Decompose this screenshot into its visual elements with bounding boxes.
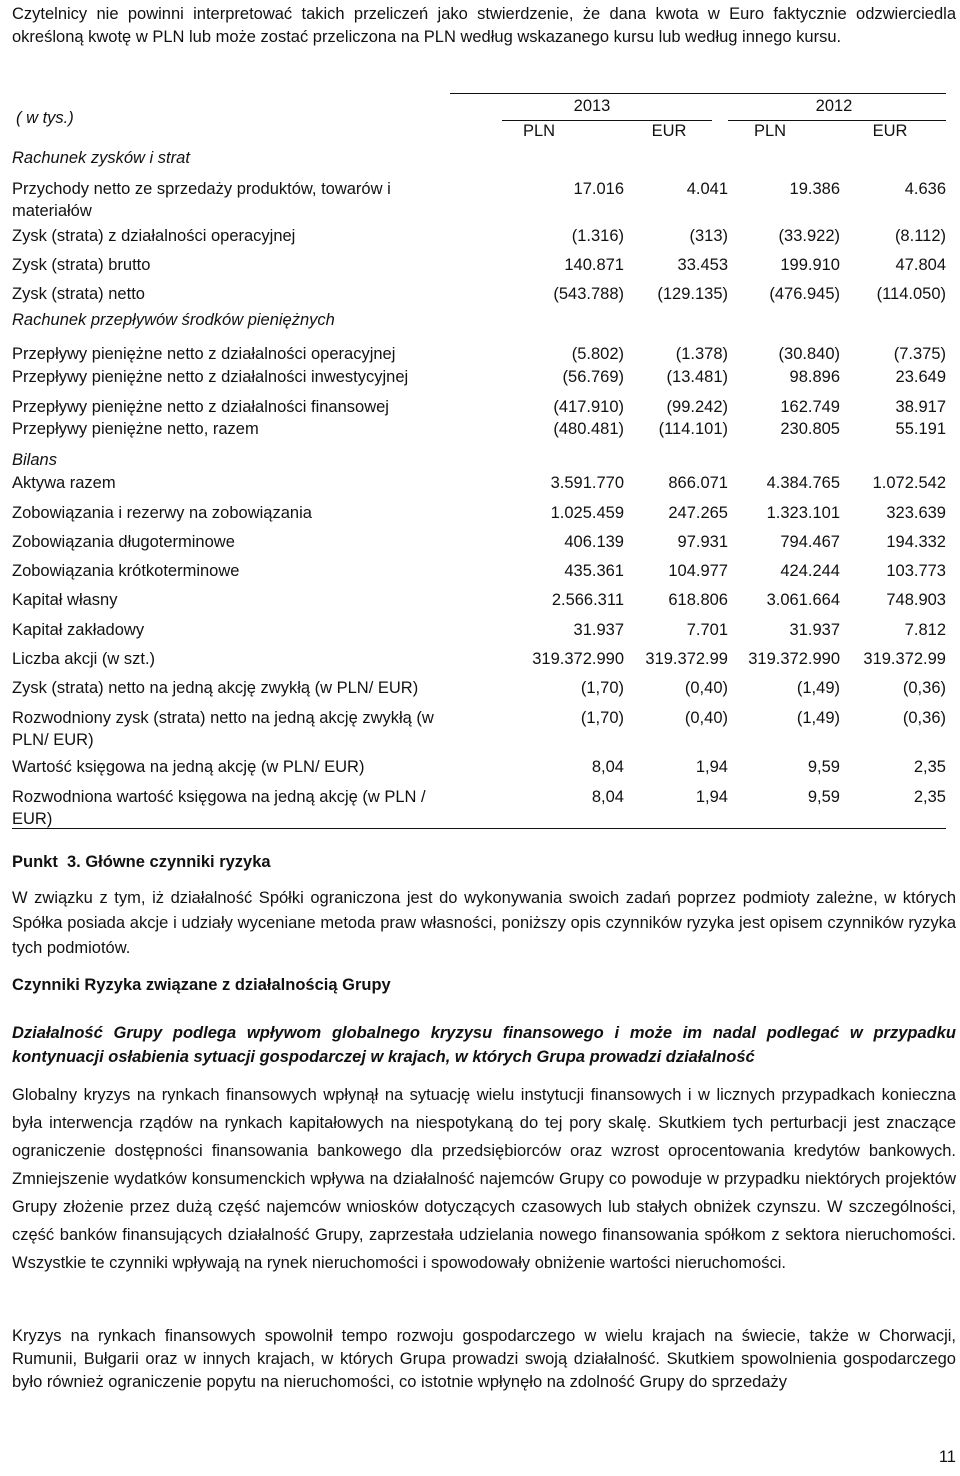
cell-value: (99.242)	[666, 398, 728, 416]
table-row	[12, 589, 946, 613]
row-label: Przepływy pieniężne netto z działalności inwestycyjnej	[12, 368, 409, 386]
table-row	[12, 283, 946, 307]
row-label: Wartość księgowa na jedną akcję (w PLN/ EUR)	[12, 758, 365, 776]
row-label: Zysk (strata) brutto	[12, 256, 151, 274]
cell-value: 866.071	[668, 474, 728, 492]
table-row	[12, 756, 946, 780]
table-row	[12, 502, 946, 526]
currency-header-eur-2013: EUR	[651, 122, 687, 140]
year-underline-2013	[502, 120, 712, 121]
cell-value: (0,40)	[684, 679, 728, 697]
table-row	[12, 225, 946, 249]
paragraph-crisis: Globalny kryzys na rynkach finansowych wpłynął na sytuację wielu instytucji finansowych i w licznych przypadkach konieczna była interwencja rządów na rynkach kapitałowych na niespotykaną do tej pory skalę. Skutkiem tych perturbacji jest znaczące ograniczenie dostępności finansowania bankowego dla przedsiębiorców oraz wzrost oprocentowania kredytów bankowych. Zmniejszenie wydatków konsumenckich wpływa na działalność najemców Grupy co powoduje w przypadku niektórych projektów Grupy złożenie przez dużą część najemców wniosków dotyczących czasowych lub stałych obniżek czynszu. W szczególności, część banków finansujących działalność Grupy, zaprzestała udzielania nowego finansowania spółkom z sektora nieruchomości. Wszystkie te czynniki wpływają na rynek nieruchomości i spowodowały obniżenie wartości nieruchomości.	[12, 1086, 956, 1272]
cell-value: 748.903	[886, 591, 946, 609]
paragraph-intro-risk: W związku z tym, iż działalność Spółki ograniczona jest do wykonywania swoich zadań poprzez podmioty zależne, w których Spółka posiada akcje i udziały wyceniane metoda praw własności, poniższy opis czynników ryzyka jest opisem czynników ryzyka tych podmiotów.	[12, 889, 956, 957]
row-label: Liczba akcji (w szt.)	[12, 650, 156, 668]
cell-value: 38.917	[895, 398, 946, 416]
cell-value: 319.372.990	[532, 650, 624, 668]
cell-value: 194.332	[886, 533, 946, 551]
cell-value: (56.769)	[562, 368, 624, 386]
subheading-risk-factors: Czynniki Ryzyka związane z działalnością Grupy	[12, 976, 391, 994]
table-row	[12, 619, 946, 643]
row-label: Zysk (strata) z działalności operacyjnej	[12, 227, 296, 245]
table-row	[12, 418, 946, 442]
cell-value: 1,94	[695, 758, 728, 776]
cell-value: (1,70)	[580, 709, 624, 727]
row-label: Przepływy pieniężne netto z działalności finansowej	[12, 398, 389, 416]
row-label: Zysk (strata) netto na jedną akcję zwykłą (w PLN/ EUR)	[12, 679, 419, 697]
cell-value: 323.639	[886, 504, 946, 522]
cell-value: (114.101)	[658, 420, 728, 438]
cell-value: (1,49)	[796, 709, 840, 727]
cell-value: 31.937	[573, 621, 624, 639]
cell-value: 17.016	[573, 180, 624, 198]
cell-value: 55.191	[895, 420, 946, 438]
cell-value: 97.931	[677, 533, 728, 551]
cell-value: (8.112)	[894, 227, 946, 245]
cell-value: 103.773	[886, 562, 946, 580]
row-label: Rozwodniony zysk (strata) netto na jedną akcję zwykłą (w PLN/ EUR)	[12, 709, 434, 749]
cell-value: 162.749	[780, 398, 840, 416]
cell-value: 1.072.542	[872, 474, 946, 492]
table-row	[12, 343, 946, 367]
cell-value: 33.453	[677, 256, 728, 274]
cell-value: 4.384.765	[766, 474, 840, 492]
cell-value: 19.386	[789, 180, 840, 198]
header-top-rule	[450, 93, 946, 94]
cell-value: 7.701	[686, 621, 728, 639]
cell-value: 435.361	[564, 562, 624, 580]
row-label: Zobowiązania długoterminowe	[12, 533, 235, 551]
cell-value: 1.025.459	[550, 504, 624, 522]
cell-value: (1.378)	[675, 345, 728, 363]
cell-value: 8,04	[591, 758, 624, 776]
cell-value: 1.323.101	[766, 504, 840, 522]
cell-value: 4.041	[686, 180, 728, 198]
cell-value: 104.977	[668, 562, 728, 580]
table-row	[12, 677, 946, 701]
cell-value: 199.910	[780, 256, 840, 274]
cell-value: (1,70)	[580, 679, 624, 697]
cell-value: 319.372.990	[748, 650, 840, 668]
cell-value: (1,49)	[796, 679, 840, 697]
table-row	[12, 531, 946, 555]
table-row	[12, 178, 946, 220]
currency-header-pln-2012: PLN	[753, 122, 787, 140]
cell-value: 2,35	[913, 758, 946, 776]
section-income-statement: Rachunek zysków i strat	[12, 149, 190, 167]
cell-value: (476.945)	[769, 285, 840, 303]
cell-value: 7.812	[904, 621, 946, 639]
cell-value: 247.265	[668, 504, 728, 522]
row-label: Zysk (strata) netto	[12, 285, 145, 303]
cell-value: (114.050)	[876, 285, 946, 303]
cell-value: 319.372.99	[863, 650, 946, 668]
intro-paragraph: Czytelnicy nie powinni interpretować takich przeliczeń jako stwierdzenie, że dana kwota w Euro faktycznie odzwierciedla określoną kwotę w PLN lub może zostać przeliczona na PLN według wskazanego kursu lub według innego kursu.	[12, 5, 956, 46]
cell-value: 794.467	[780, 533, 840, 551]
cell-value: 9,59	[807, 788, 840, 806]
row-label: Zobowiązania krótkoterminowe	[12, 562, 240, 580]
cell-value: (417.910)	[553, 398, 624, 416]
row-label: Przychody netto ze sprzedaży produktów, towarów i materiałów	[12, 180, 391, 220]
cell-value: (33.922)	[778, 227, 840, 245]
cell-value: 319.372.99	[645, 650, 728, 668]
cell-value: 9,59	[807, 758, 840, 776]
cell-value: (543.788)	[553, 285, 624, 303]
table-row	[12, 560, 946, 584]
row-label: Kapitał zakładowy	[12, 621, 145, 639]
table-row	[12, 254, 946, 278]
cell-value: 98.896	[789, 368, 840, 386]
paragraph-slowdown: Kryzys na rynkach finansowych spowolnił tempo rozwoju gospodarczego w wielu krajach na świecie, także w Chorwacji, Rumunii, Bułgarii oraz w innych krajach, w których Grupa prowadzi swoją działalność. Skutkiem spowolnienia gospodarczego było również ograniczenie popytu na nieruchomości, co istotnie wpłynęło na zdolność Grupy do sprzedaży	[12, 1327, 956, 1391]
cell-value: (129.135)	[657, 285, 728, 303]
cell-value: 8,04	[591, 788, 624, 806]
cell-value: (0,36)	[902, 679, 946, 697]
table-row	[12, 472, 946, 496]
page-number: 11	[938, 1448, 956, 1466]
cell-value: 424.244	[780, 562, 840, 580]
table-row	[12, 396, 946, 420]
cell-value: 2.566.311	[551, 591, 624, 609]
cell-value: (7.375)	[893, 345, 946, 363]
row-label: Zobowiązania i rezerwy na zobowiązania	[12, 504, 312, 522]
table-row	[12, 786, 946, 828]
table-row	[12, 366, 946, 390]
cell-value: (1.316)	[571, 227, 624, 245]
cell-value: 140.871	[564, 256, 624, 274]
year-underline-2012	[728, 120, 946, 121]
risk-title: Działalność Grupy podlega wpływom globalnego kryzysu finansowego i może im nadal podlegać w przypadku kontynuacji osłabienia sytuacji gospodarczej w krajach, w których Grupa prowadzi działalność	[12, 1024, 956, 1066]
cell-value: 406.139	[564, 533, 624, 551]
section-heading: Punkt 3. Główne czynniki ryzyka	[12, 853, 271, 871]
cell-value: (13.481)	[666, 368, 728, 386]
cell-value: 23.649	[895, 368, 946, 386]
cell-value: 47.804	[895, 256, 946, 274]
cell-value: 31.937	[789, 621, 840, 639]
table-bottom-rule	[12, 828, 946, 829]
cell-value: (0,36)	[902, 709, 946, 727]
unit-label: ( w tys.)	[16, 109, 74, 127]
cell-value: 618.806	[668, 591, 728, 609]
cell-value: 3.061.664	[766, 591, 840, 609]
cell-value: (5.802)	[571, 345, 624, 363]
cell-value: 1,94	[695, 788, 728, 806]
row-label: Przepływy pieniężne netto, razem	[12, 420, 259, 438]
currency-header-eur-2012: EUR	[872, 122, 908, 140]
row-label: Kapitał własny	[12, 591, 118, 609]
year-2013-header: 2013	[573, 97, 611, 115]
row-label: Przepływy pieniężne netto z działalności operacyjnej	[12, 345, 396, 363]
cell-value: (313)	[689, 227, 728, 245]
table-row	[12, 648, 946, 672]
cell-value: 2,35	[913, 788, 946, 806]
currency-header-pln-2013: PLN	[522, 122, 556, 140]
cell-value: (30.840)	[778, 345, 840, 363]
row-label: Rozwodniona wartość księgowa na jedną akcję (w PLN / EUR)	[12, 788, 426, 828]
row-label: Aktywa razem	[12, 474, 116, 492]
cell-value: 230.805	[780, 420, 840, 438]
cell-value: (480.481)	[553, 420, 624, 438]
year-2012-header: 2012	[815, 97, 853, 115]
section-balance-sheet: Bilans	[12, 451, 57, 469]
cell-value: 4.636	[904, 180, 946, 198]
table-row	[12, 707, 946, 749]
section-cash-flow: Rachunek przepływów środków pieniężnych	[12, 311, 335, 329]
cell-value: 3.591.770	[550, 474, 624, 492]
cell-value: (0,40)	[684, 709, 728, 727]
